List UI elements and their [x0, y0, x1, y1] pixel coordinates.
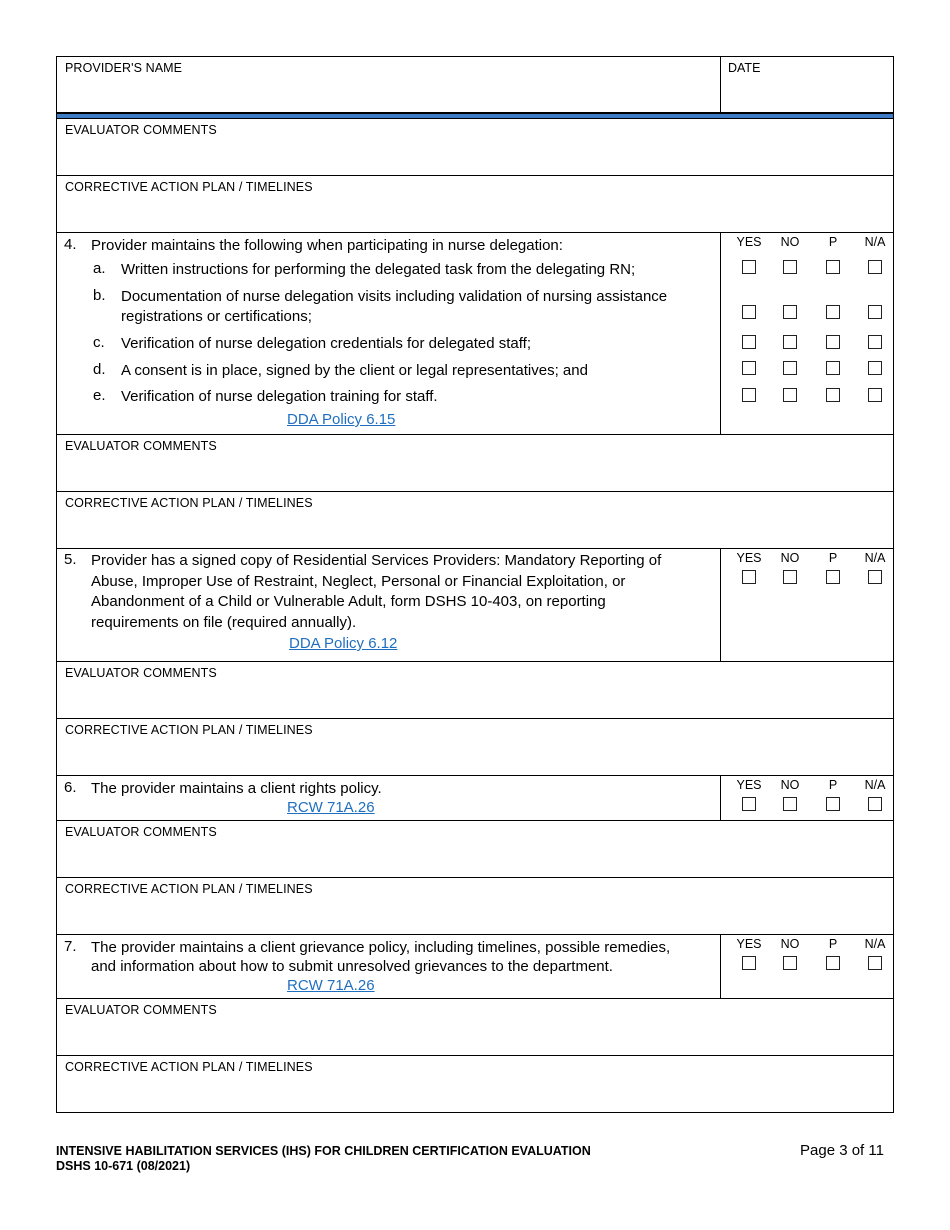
- policy-link[interactable]: DDA Policy 6.12: [289, 635, 398, 652]
- corrective-action-label: CORRECTIVE ACTION PLAN / TIMELINES: [65, 723, 313, 737]
- checkbox-yes[interactable]: [742, 956, 756, 970]
- checkbox-p[interactable]: [826, 260, 840, 274]
- question-6: [57, 776, 893, 821]
- checkbox-yes[interactable]: [742, 335, 756, 349]
- policy-link[interactable]: RCW 71A.26: [287, 799, 375, 816]
- date-label: DATE: [728, 61, 761, 75]
- item-letter: b.: [93, 287, 106, 304]
- evaluator-comments-field[interactable]: [57, 662, 893, 719]
- item-text: Documentation of nurse delegation visits including validation of nursing assistance registrations or certifications;: [121, 288, 668, 325]
- column-no: NO: [780, 235, 800, 249]
- checkbox-p[interactable]: [826, 956, 840, 970]
- column-p: P: [828, 778, 838, 792]
- item-text: A consent is in place, signed by the client or legal representatives; and: [121, 362, 588, 379]
- column-na: N/A: [864, 551, 886, 565]
- checkbox-yes[interactable]: [742, 260, 756, 274]
- checkbox-no[interactable]: [783, 305, 797, 319]
- checkbox-na[interactable]: [868, 388, 882, 402]
- item-letter: e.: [93, 387, 106, 404]
- column-p: P: [828, 551, 838, 565]
- item-letter: c.: [93, 334, 105, 351]
- item-text: Verification of nurse delegation credentials for delegated staff;: [121, 335, 531, 352]
- evaluation-form: [56, 56, 894, 1113]
- evaluator-comments-field[interactable]: [57, 119, 893, 176]
- evaluator-comments-label: EVALUATOR COMMENTS: [65, 439, 217, 453]
- policy-link[interactable]: RCW 71A.26: [287, 977, 375, 994]
- checkbox-yes[interactable]: [742, 305, 756, 319]
- checkbox-no[interactable]: [783, 956, 797, 970]
- column-no: NO: [780, 937, 800, 951]
- corrective-action-field[interactable]: [57, 719, 893, 776]
- checkbox-p[interactable]: [826, 335, 840, 349]
- evaluator-comments-label: EVALUATOR COMMENTS: [65, 825, 217, 839]
- question-5: [57, 549, 893, 662]
- question-number: 4.: [64, 236, 77, 253]
- checkbox-na[interactable]: [868, 335, 882, 349]
- checkbox-na[interactable]: [868, 797, 882, 811]
- item-text: Written instructions for performing the delegated task from the delegating RN;: [121, 261, 636, 278]
- column-yes: YES: [736, 551, 762, 565]
- question-4: [57, 233, 893, 435]
- checkbox-p[interactable]: [826, 305, 840, 319]
- column-na: N/A: [864, 778, 886, 792]
- provider-header-row: [57, 57, 893, 114]
- policy-link[interactable]: DDA Policy 6.15: [287, 411, 396, 428]
- item-letter: d.: [93, 361, 106, 378]
- corrective-action-label: CORRECTIVE ACTION PLAN / TIMELINES: [65, 180, 313, 194]
- evaluator-comments-label: EVALUATOR COMMENTS: [65, 123, 217, 137]
- question-number: 6.: [64, 779, 77, 796]
- column-yes: YES: [736, 778, 762, 792]
- item-letter: a.: [93, 260, 106, 277]
- checkbox-yes[interactable]: [742, 361, 756, 375]
- evaluator-comments-field[interactable]: [57, 999, 893, 1056]
- question-text: The provider maintains a client rights policy.: [91, 780, 382, 797]
- checkbox-na[interactable]: [868, 305, 882, 319]
- question-number: 5.: [64, 551, 77, 568]
- column-p: P: [828, 937, 838, 951]
- evaluator-comments-label: EVALUATOR COMMENTS: [65, 666, 217, 680]
- corrective-action-field[interactable]: [57, 878, 893, 935]
- question-text: The provider maintains a client grievance policy, including timelines, possible remedies, and information about how to submit unresolved grievances to the department.: [91, 939, 671, 975]
- column-yes: YES: [736, 937, 762, 951]
- evaluator-comments-field[interactable]: [57, 435, 893, 492]
- provider-name-label: PROVIDER'S NAME: [65, 61, 183, 75]
- checkbox-no[interactable]: [783, 570, 797, 584]
- checkbox-yes[interactable]: [742, 388, 756, 402]
- checkbox-p[interactable]: [826, 388, 840, 402]
- corrective-action-label: CORRECTIVE ACTION PLAN / TIMELINES: [65, 496, 313, 510]
- checkbox-no[interactable]: [783, 388, 797, 402]
- checkbox-na[interactable]: [868, 361, 882, 375]
- page-number: Page 3 of 11: [800, 1142, 884, 1159]
- column-no: NO: [780, 778, 800, 792]
- item-text: Verification of nurse delegation training for staff.: [121, 388, 438, 405]
- question-text: Provider maintains the following when participating in nurse delegation:: [91, 237, 563, 254]
- column-na: N/A: [864, 235, 886, 249]
- checkbox-no[interactable]: [783, 335, 797, 349]
- evaluator-comments-label: EVALUATOR COMMENTS: [65, 1003, 217, 1017]
- question-number: 7.: [64, 938, 77, 955]
- footer-form-number: DSHS 10-671 (08/2021): [56, 1159, 191, 1173]
- checkbox-yes[interactable]: [742, 797, 756, 811]
- column-na: N/A: [864, 937, 886, 951]
- footer-title: INTENSIVE HABILITATION SERVICES (IHS) FOR CHILDREN CERTIFICATION EVALUATION: [56, 1144, 591, 1158]
- corrective-action-field[interactable]: [57, 1056, 893, 1113]
- corrective-action-field[interactable]: [57, 492, 893, 549]
- corrective-action-label: CORRECTIVE ACTION PLAN / TIMELINES: [65, 1060, 313, 1074]
- column-yes: YES: [736, 235, 762, 249]
- evaluator-comments-field[interactable]: [57, 821, 893, 878]
- corrective-action-field[interactable]: [57, 176, 893, 233]
- corrective-action-label: CORRECTIVE ACTION PLAN / TIMELINES: [65, 882, 313, 896]
- question-7: [57, 935, 893, 999]
- checkbox-na[interactable]: [868, 570, 882, 584]
- column-no: NO: [780, 551, 800, 565]
- checkbox-no[interactable]: [783, 797, 797, 811]
- question-text: Provider has a signed copy of Residential Services Providers: Mandatory Reporting of Abuse, Improper Use of Restraint, Neglect, Personal or Financial Exploitation, or Abandonment of a Child or Vulnerable Adult, form DSHS 10-403, on reporting requirements on file (required annually).: [91, 552, 662, 631]
- checkbox-yes[interactable]: [742, 570, 756, 584]
- column-p: P: [828, 235, 838, 249]
- checkbox-p[interactable]: [826, 797, 840, 811]
- checkbox-p[interactable]: [826, 570, 840, 584]
- checkbox-na[interactable]: [868, 260, 882, 274]
- checkbox-p[interactable]: [826, 361, 840, 375]
- checkbox-no[interactable]: [783, 260, 797, 274]
- checkbox-na[interactable]: [868, 956, 882, 970]
- checkbox-no[interactable]: [783, 361, 797, 375]
